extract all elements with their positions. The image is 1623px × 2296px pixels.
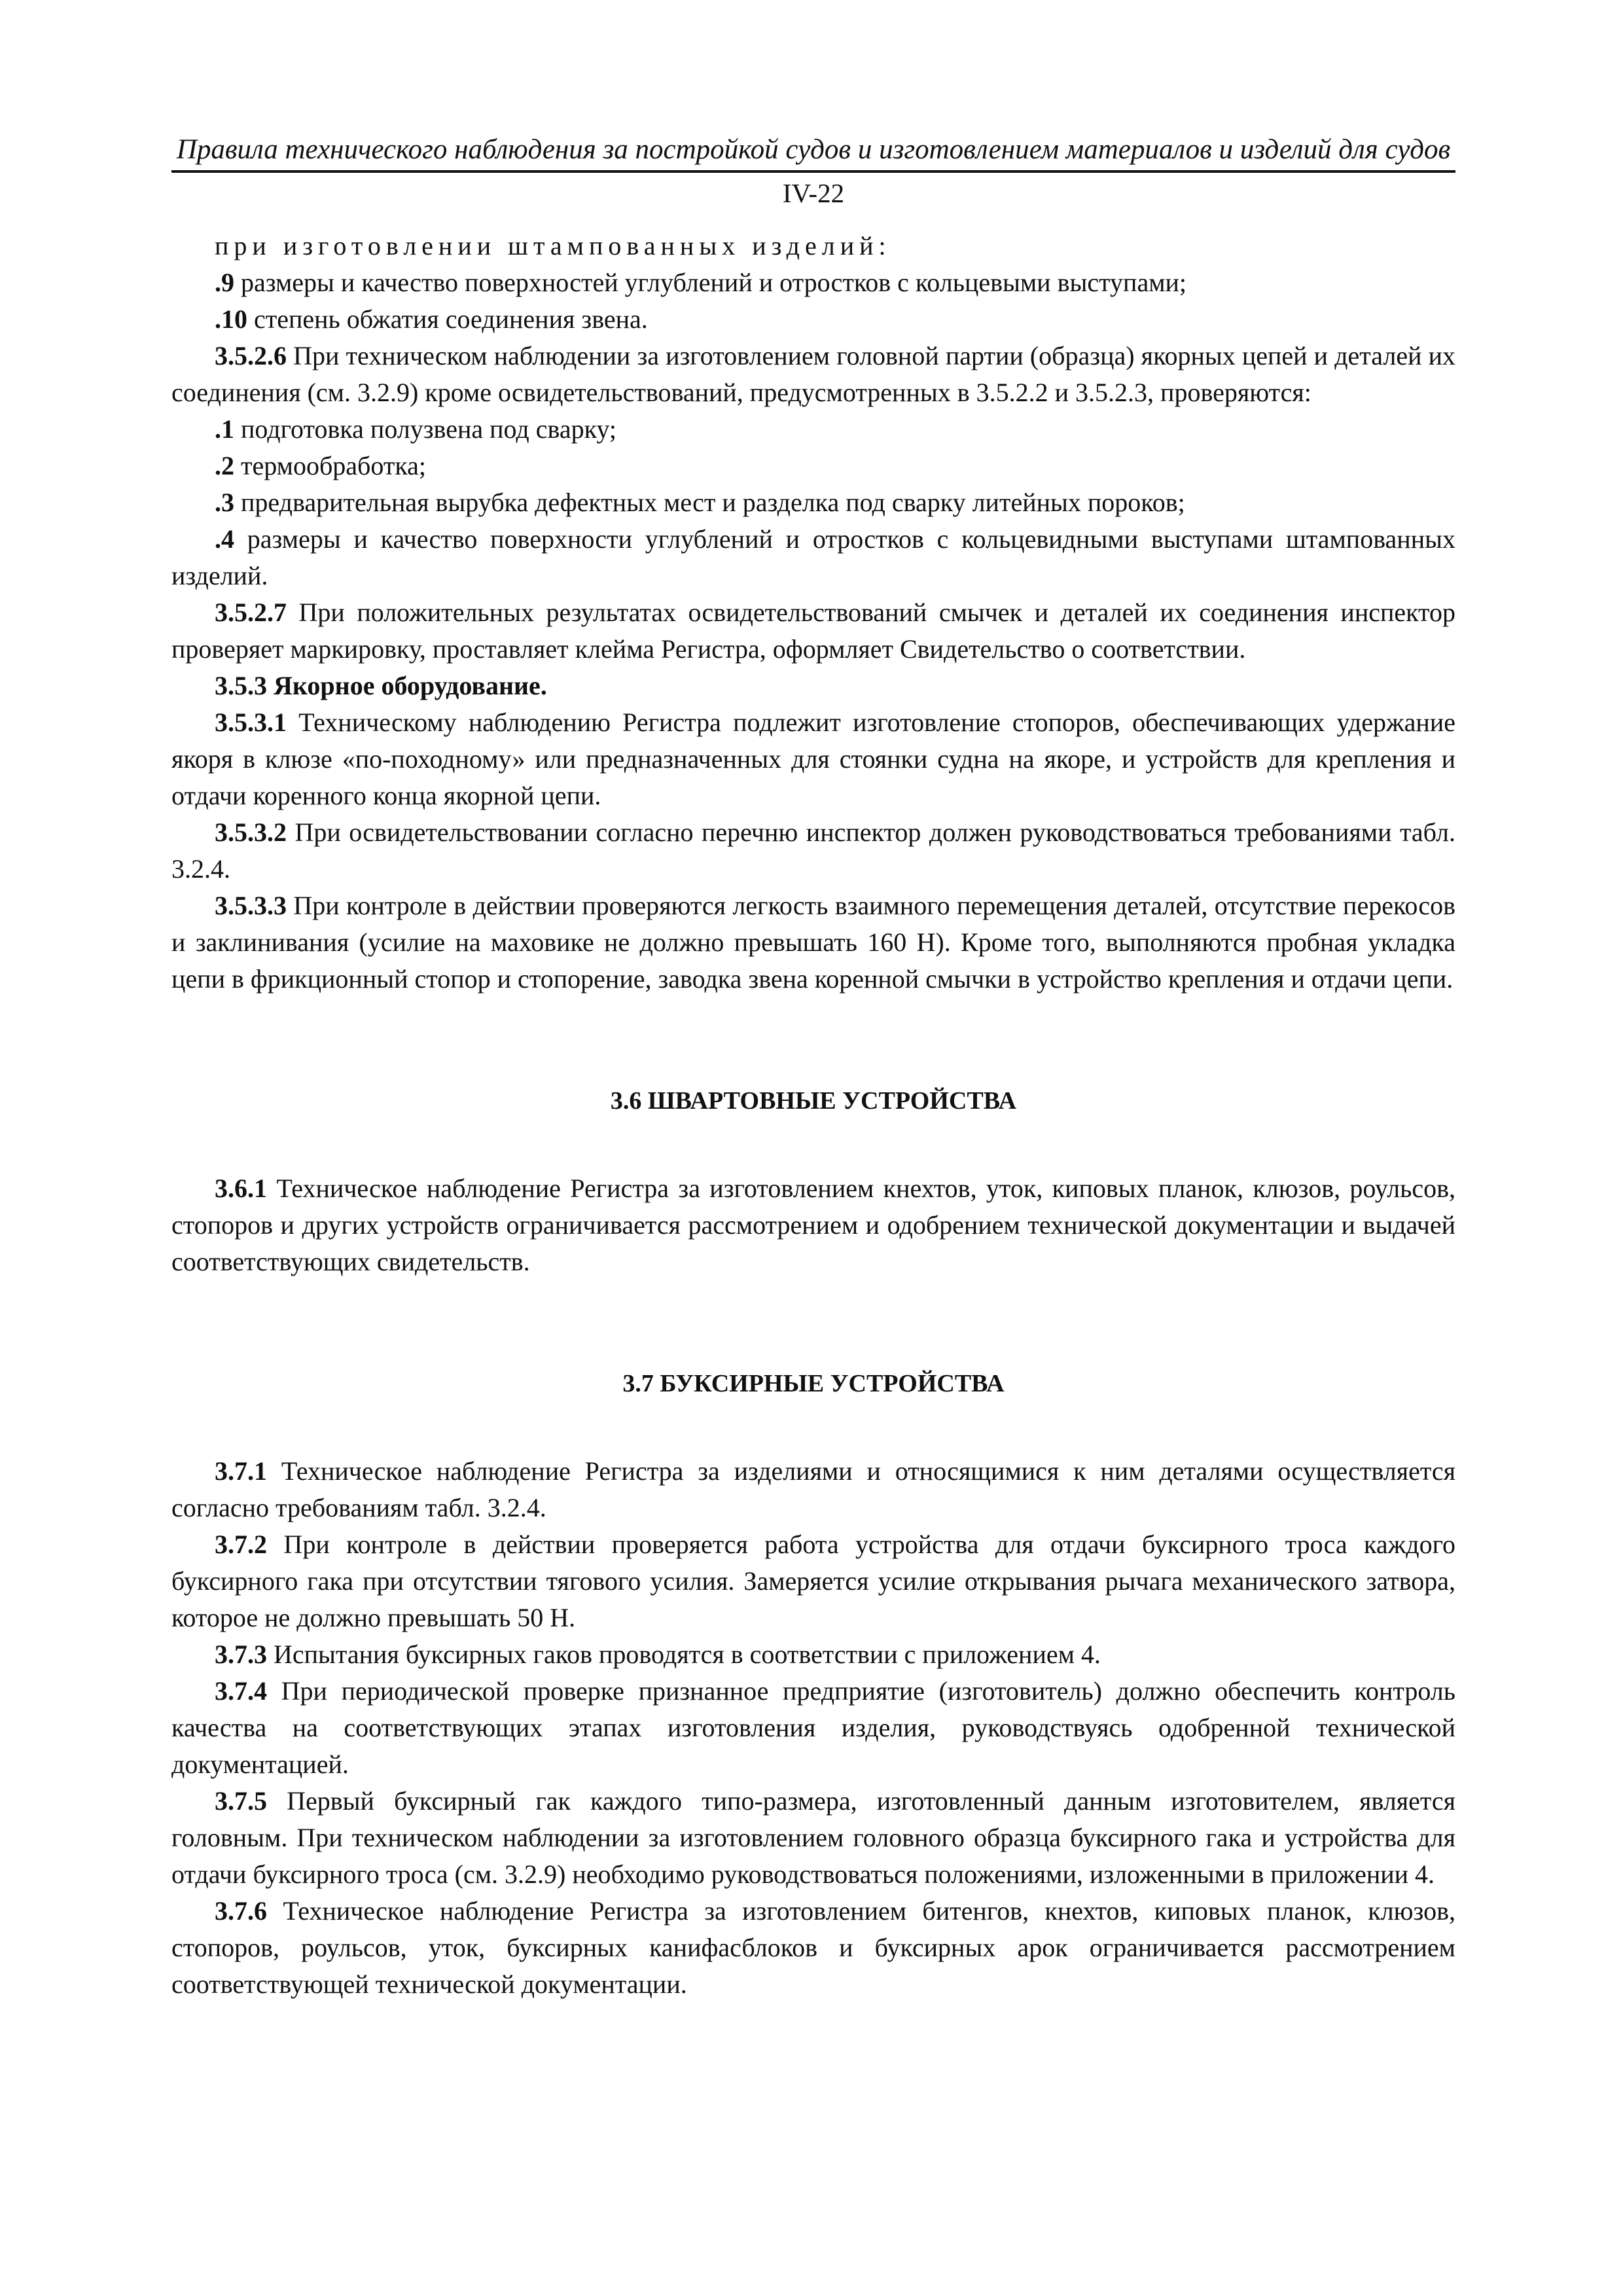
paragraph-text: Техническое наблюдение Регистра за изготовлением кнехтов, уток, киповых планок, клюзов, роульсов, стопоров и других устройств ограничивается рассмотрением и одобрением технической документации и выдачей соответствующих свидетельств. xyxy=(171,1174,1455,1276)
paragraph-3-6-1 xyxy=(171,1170,1455,1280)
document-page xyxy=(171,131,1455,2003)
document-body xyxy=(171,228,1455,2003)
paragraph-3-5-2-7 xyxy=(171,594,1455,668)
paragraph-number: 3.7.3 xyxy=(215,1640,267,1669)
item-text: степень обжатия соединения звена. xyxy=(247,304,648,334)
item-number: .3 xyxy=(215,488,234,517)
list-item xyxy=(171,484,1455,521)
paragraph-number: 3.7.6 xyxy=(215,1896,267,1926)
item-number: .2 xyxy=(215,451,234,480)
paragraph-3-7-3 xyxy=(171,1636,1455,1673)
paragraph-text: При техническом наблюдении за изготовлением головной партии (образца) якорных цепей и деталей их соединения (см. 3.2.9) кроме освидетельствований, предусмотренных в 3.5.2.2 и 3.5.2.3, проверяются: xyxy=(171,341,1455,407)
paragraph-3-7-4 xyxy=(171,1673,1455,1783)
list-item xyxy=(171,264,1455,301)
paragraph-text: При контроле в действии проверяется работа устройства для отдачи буксирного троса каждого буксирного гака при отсутствии тягового усилия. Замеряется усилие открывания рычага механического затвора, которое не должно превышать 50 Н. xyxy=(171,1530,1455,1632)
paragraph-number: 3.5.2.6 xyxy=(215,341,287,370)
paragraph-text: При положительных результатах освидетельствований смычек и деталей их соединения инспектор проверяет маркировку, проставляет клейма Регистра, оформляет Свидетельство о соответствии. xyxy=(171,598,1455,664)
paragraph-text: При периодической проверке признанное предприятие (изготовитель) должно обеспечить контроль качества на соответствующих этапах изготовления изделия, руководствуясь одобренной технической документацией. xyxy=(171,1676,1455,1779)
paragraph-number: 3.7.4 xyxy=(215,1676,267,1706)
paragraph-text: При освидетельствовании согласно перечню инспектор должен руководствоваться требованиями табл. 3.2.4. xyxy=(171,817,1455,884)
item-number: .4 xyxy=(215,524,234,554)
list-item xyxy=(171,411,1455,448)
section-title-3-7: 3.7 БУКСИРНЫЕ УСТРОЙСТВА xyxy=(622,1370,1005,1397)
list-item xyxy=(171,448,1455,484)
paragraph-number: 3.7.5 xyxy=(215,1786,267,1816)
list-item xyxy=(171,301,1455,338)
paragraph-3-5-2-6 xyxy=(171,338,1455,411)
list-item xyxy=(171,521,1455,594)
item-number: .10 xyxy=(215,304,247,334)
paragraph-text: При контроле в действии проверяются легкость взаимного перемещения деталей, отсутствие перекосов и заклинивания (усилие на маховике не должно превышать 160 Н). Кроме того, выполняются пробная укладка цепи в фрикционный стопор и стопорение, заводка звена коренной смычки в устройство крепления и отдачи цепи. xyxy=(171,891,1455,994)
item-text: размеры и качество поверхности углублений и отростков с кольцевидными выступами штампованных изделий. xyxy=(171,524,1455,590)
paragraph-text: Техническое наблюдение Регистра за изделиями и относящимися к ним деталями осуществляется согласно требованиям табл. 3.2.4. xyxy=(171,1456,1455,1522)
paragraph-3-7-6 xyxy=(171,1893,1455,2003)
item-text: предварительная вырубка дефектных мест и разделка под сварку литейных пороков; xyxy=(234,488,1185,517)
item-text: термообработка; xyxy=(234,451,427,480)
paragraph-number: 3.5.2.7 xyxy=(215,598,287,627)
paragraph-text: Техническое наблюдение Регистра за изготовлением битенгов, кнехтов, киповых планок, клюзов, стопоров, роульсов, уток, буксирных канифасблоков и буксирных арок ограничивается рассмотрением соответствующей технической документации. xyxy=(171,1896,1455,1999)
paragraph-number: 3.5.3.2 xyxy=(215,817,287,847)
paragraph-3-5-3-2 xyxy=(171,814,1455,888)
intro-line: при изготовлении штампованных изделий: xyxy=(215,231,891,260)
paragraph-3-5-3-3 xyxy=(171,888,1455,997)
item-text: подготовка полузвена под сварку; xyxy=(234,414,617,444)
paragraph-number: 3.7.2 xyxy=(215,1530,267,1559)
paragraph-number: 3.5.3.3 xyxy=(215,891,287,920)
paragraph-number: 3.6.1 xyxy=(215,1174,267,1203)
paragraph-number: 3.5.3.1 xyxy=(215,708,287,737)
paragraph-text: Техническому наблюдению Регистра подлежит изготовление стопоров, обеспечивающих удержание якоря в клюзе «по-походному» или предназначенных для стоянки судна на якоре, и устройств для крепления и отдачи коренного конца якорной цепи. xyxy=(171,708,1455,810)
paragraph-number: 3.7.1 xyxy=(215,1456,267,1486)
paragraph-text: Первый буксирный гак каждого типо-размера, изготовленный данным изготовителем, является головным. При техническом наблюдении за изготовлением головного образца буксирного гака и устройства для отдачи буксирного троса (см. 3.2.9) необходимо руководствоваться положениями, изложенными в приложении 4. xyxy=(171,1786,1455,1889)
running-header: Правила технического наблюдения за постройкой судов и изготовлением материалов и изделий для судов xyxy=(171,131,1455,173)
item-text: размеры и качество поверхностей углублений и отростков с кольцевыми выступами; xyxy=(234,268,1187,297)
subsection-heading-3-5-3: 3.5.3 Якорное оборудование. xyxy=(215,671,547,700)
paragraph-3-7-1 xyxy=(171,1453,1455,1526)
item-number: .9 xyxy=(215,268,234,297)
paragraph-text: Испытания буксирных гаков проводятся в соответствии с приложением 4. xyxy=(267,1640,1101,1669)
page-number: IV-22 xyxy=(782,178,845,208)
paragraph-3-7-2 xyxy=(171,1526,1455,1636)
item-number: .1 xyxy=(215,414,234,444)
paragraph-3-7-5 xyxy=(171,1783,1455,1893)
section-title-3-6: 3.6 ШВАРТОВНЫЕ УСТРОЙСТВА xyxy=(610,1087,1017,1115)
paragraph-3-5-3-1 xyxy=(171,704,1455,814)
